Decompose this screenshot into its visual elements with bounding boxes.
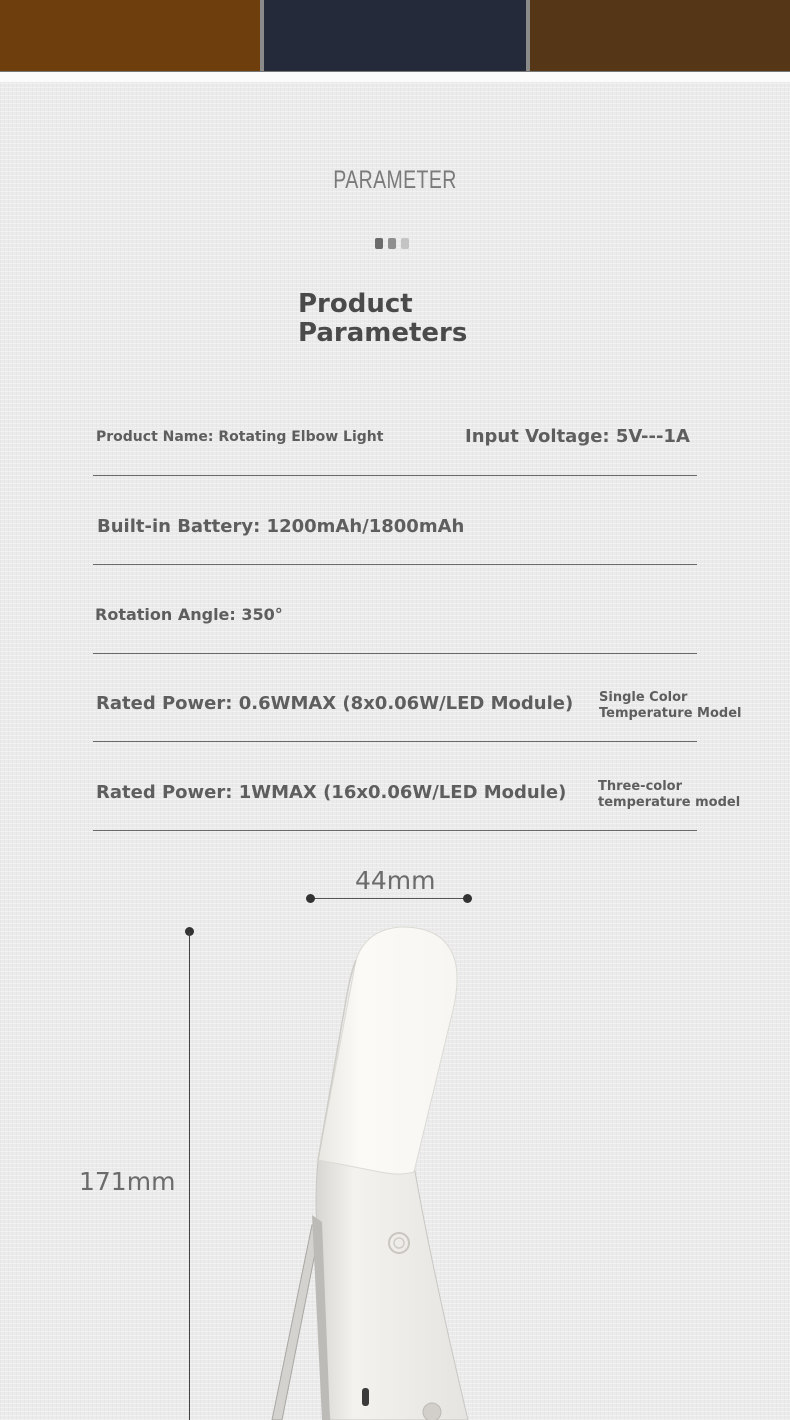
note-line: Temperature Model [599, 706, 742, 721]
input-voltage: Input Voltage: 5V---1A [465, 426, 690, 447]
product-name: Product Name: Rotating Elbow Light [96, 429, 384, 445]
title-line-2: Parameters [298, 318, 468, 348]
rotation-angle: Rotation Angle: 350° [95, 605, 283, 624]
note-line: temperature model [598, 795, 741, 810]
charge-port-icon [362, 1388, 369, 1406]
note-line: Single Color [599, 690, 688, 705]
lamp-head [318, 927, 457, 1174]
note-line: Three-color [598, 779, 682, 794]
built-in-battery: Built-in Battery: 1200mAh/1800mAh [97, 516, 465, 537]
height-dimension-label: 171mm [79, 1167, 176, 1196]
lamp-hinge [423, 1403, 441, 1420]
lamp-stand-leg [272, 1225, 320, 1420]
rated-power-three: Rated Power: 1WMAX (16x0.06W/LED Module) [96, 782, 567, 803]
title-line-1: Product [298, 289, 413, 319]
width-dimension-label: 44mm [355, 866, 436, 895]
section-label: PARAMETER [333, 166, 457, 194]
lamp-body [316, 1160, 468, 1420]
rated-power-single: Rated Power: 0.6WMAX (8x0.06W/LED Module) [96, 693, 574, 714]
